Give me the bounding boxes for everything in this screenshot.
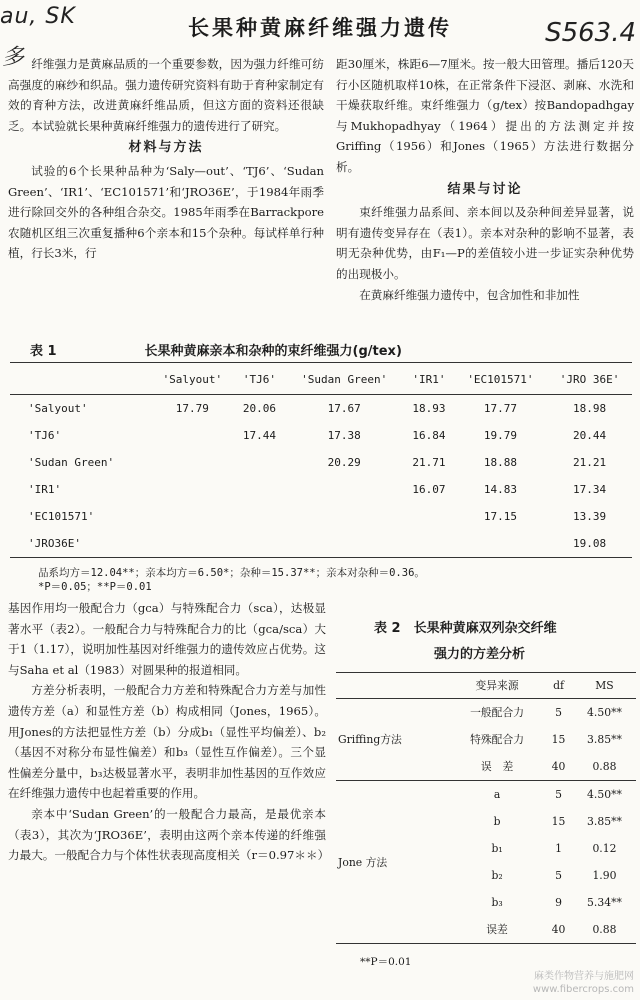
table2-row [336,699,636,727]
left-column-bottom [8,598,330,866]
table2-df: 40 [544,916,573,944]
table2-header-source: 变异来源 [450,673,544,699]
table1-body [10,395,632,558]
table1-header-row [10,363,632,395]
table1 [10,362,632,558]
table2-df: 5 [555,869,562,882]
table2-method-label: Griffing方法 [336,699,450,781]
table1-row-label: 'TJ6' [28,429,62,442]
table1-cell: 21.21 [573,456,607,469]
table1-row-label: 'EC101571' [28,510,95,523]
table1-cell [150,530,235,558]
table1-cell: 20.06 [242,402,277,415]
table2-df: 9 [555,896,562,909]
table2-df: 5 [555,706,562,719]
table1-cell: 21.71 [412,456,446,469]
table1-row-label: 'Salyout' [28,402,88,415]
article-title: 长果种黄麻纤维强力遗传 [188,16,452,40]
table1-row [10,395,632,423]
table1-cell: 18.98 [573,402,607,415]
table1-column-header: 'TJ6' [235,363,284,395]
table1-cell [235,449,284,476]
table1-cell: 17.38 [327,429,361,442]
table2-note: **P＝0.01 [360,956,412,968]
table1-cell: 20.29 [327,456,361,469]
table1-label: 表 1 [30,344,57,359]
methods-paragraph: 试验的6个长果种品种为‘Saly—out’、‘TJ6’、‘Sudan Green’、‘IR1’、‘EC101571’和‘JRO36E’，于1984年雨季进行除回交外的各种组合杂交。1985年雨季在Barrackpore农随机区组三次重复播种6个亲本和15个杂种。每试样单行种植，行长3米，行 [8,163,324,261]
watermark-line-2: www.fibercrops.com [532,984,634,995]
table1-cell [404,530,453,558]
table1-cell: 17.67 [327,402,361,415]
left-column-top [8,54,324,264]
parents-paragraph: 亲本中‘Sudan Green’的一般配合力最高，是最优亲本（表3），其次为‘JRO36E’，表明由这两个亲本传递的纤维强力最大。一般配合力与个体性状表现高度相关（r＝0.97＊＊） [8,806,330,863]
methods-continued-paragraph: 距30厘米，株距6—7厘米。按一般大田管理。播后120天行小区随机取样10株，在正常条件下浸沤、剥麻、水洗和干燥获取纤维。束纤维强力（g/tex）按Bandopadhgay与Mukhopadhyay（1964）提出的方法测定并按Griffing（1956）和Jones（1965）方法进行数据分析。 [336,57,634,174]
table1-cell: 16.07 [412,483,446,496]
table1-cell: 19.79 [483,429,517,442]
table2-ms: 3.85** [587,815,622,828]
table1-cell: 18.93 [412,402,446,415]
table1-row-label: 'JRO36E' [10,530,150,558]
table1-column-header: 'IR1' [404,363,453,395]
table1-cell: 20.44 [573,429,607,442]
table1-cell [454,530,548,558]
table2-ms: 4.50** [587,706,622,719]
table1-cell: 17.44 [242,429,277,442]
table1-cell: 18.88 [483,456,517,469]
table2-ms: 5.34** [587,896,622,909]
table2-df: 15 [551,733,566,746]
table2-df: 15 [551,815,566,828]
table2-caption-line-2: 强力的方差分析 [434,647,526,662]
table1-cell: 17.34 [573,483,607,496]
table2-source: 特殊配合力 [470,733,525,746]
intro-paragraph: 纤维强力是黄麻品质的一个重要参数，因为强力纤维可纺高强度的麻纱和织品。强力遗传研究资料有助于育种家制定有效的育种方法，改进黄麻纤维品质，但这方面的资料还很缺乏。本试验就长果种黄麻纤维强力的遗传进行了研究。 [8,57,324,133]
results-heading: 结果与讨论 [447,181,523,197]
table1-column-header: 'JRO 36E' [547,363,632,395]
table1-row-label: 'Sudan Green' [28,456,115,469]
methods-heading: 材料与方法 [128,140,204,156]
table2-df: 1 [555,842,562,855]
results-paragraph-2: 在黄麻纤维强力遗传中，包含加性和非加性 [359,287,580,302]
table2-source: 误差 [450,916,544,944]
table1-cell: 17.15 [483,510,517,523]
table1-cell [235,476,284,503]
table1-caption [30,340,630,359]
table1-cell [150,503,235,530]
table2-source: a [493,788,501,801]
table1-cell [284,530,404,558]
table1-cell [235,503,284,530]
table2-header-row [336,673,636,699]
table1-row [10,503,632,530]
table1-cell [235,530,284,558]
watermark-line-1: 麻类作物营养与施肥网 [534,971,634,982]
table2-header-df: df [544,673,573,699]
table1-cell: 16.84 [412,429,446,442]
table1-cell [284,476,404,503]
table1-cell [284,503,404,530]
table1-cell: 17.77 [483,402,517,415]
table1-row [10,422,632,449]
table1-column-header: 'Sudan Green' [284,363,404,395]
table1-cell [150,476,235,503]
table2-source: 一般配合力 [470,706,525,719]
table1-row [10,530,632,558]
table2-source: 误 差 [450,753,544,781]
table1-cell: 17.79 [175,402,209,415]
table1-cell [404,503,453,530]
table2-source: b [493,815,501,828]
table2-caption [374,616,624,668]
table1-column-header: 'Salyout' [150,363,235,395]
handwritten-note-left: au, SK [0,4,76,29]
table2-header-ms: MS [573,673,636,699]
table1-notes [38,566,425,594]
table2-source: b₁ [491,842,503,855]
table2-method-label: Jone 方法 [336,781,450,944]
table1-cell: 13.39 [573,510,607,523]
table2 [336,672,636,944]
table1-row-label: 'IR1' [28,483,62,496]
table2-ms: 3.85** [587,733,622,746]
table2-row [336,781,636,809]
handwritten-note-left-2: 多 [2,45,25,70]
right-column-top [336,54,634,305]
results-paragraph: 束纤维强力品系间、亲本间以及杂种间差异显著，说明有遗传变异存在（表1）。亲本对杂种的影响不显著，表明无杂种优势，由F₁—P的差值较小进一步证实杂种优势的出现极小。 [336,205,634,281]
table2-source: b₃ [491,896,503,909]
table1-note-1: 品系均方＝12.04**；亲本均方＝6.50*；杂种＝15.37**；亲本对杂种＝0.36。 [38,567,425,579]
gca-paragraph: 基因作用均一般配合力（gca）与特殊配合力（sca），达极显著水平（表2）。一般配合力与特殊配合力的比（gca/sca）大于1（1.17），说明加性基因对纤维强力的遗传效应占优势。这与Saha et al（1983）对圆果种的报道相同。 [8,601,326,677]
table1-column-header [10,363,150,395]
table1-cell: 19.08 [547,530,632,558]
table2-df: 5 [555,788,562,801]
table1-cell [150,422,235,449]
table2-body [336,699,636,944]
table2-df: 40 [544,753,573,781]
table2-ms: 4.50** [587,788,622,801]
table1-note-2: *P＝0.05；**P＝0.01 [38,581,152,593]
table2-ms: 1.90 [592,869,617,882]
table1-column-header: 'EC101571' [454,363,548,395]
variance-paragraph: 方差分析表明，一般配合力方差和特殊配合力方差与加性遗传方差（a）和显性方差（b）构成相同（Jones，1965）。用Jones的方法把显性方差（b）分成b₁（显性平均偏差）、b₂（基因不对称分布显性偏差）和b₃（显性互作偏差）。三个显性偏差分量中，b₃达极显著水平，表明非加性基因的互作效应在纤维强力遗传中也起着重要的作用。 [8,683,326,801]
table2-caption-line-1: 表 2 长果种黄麻双列杂交纤维 [374,621,557,636]
table1-row [10,476,632,503]
table1-row [10,449,632,476]
handwritten-call-number: S563.4 [545,18,636,48]
table2-ms: 0.88 [573,753,636,781]
table1-title: 长果种黄麻亲本和杂种的束纤维强力(g/tex) [144,344,402,359]
table2-source: b₂ [491,869,503,882]
watermark [533,970,634,996]
table2-ms: 0.88 [573,916,636,944]
table2-ms: 0.12 [592,842,617,855]
table1-cell [150,449,235,476]
table1-cell: 14.83 [483,483,517,496]
